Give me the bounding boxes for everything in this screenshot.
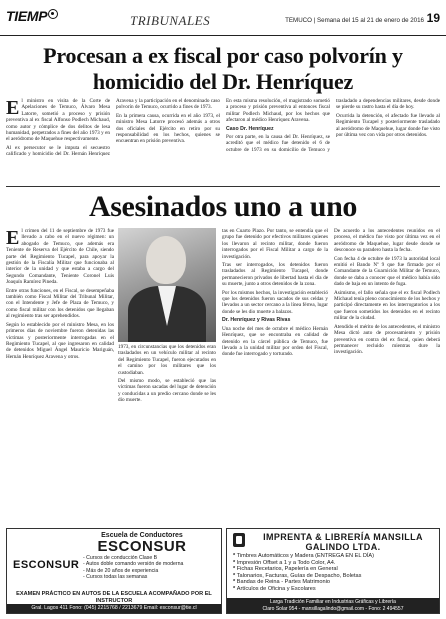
paragraph bbox=[6, 228, 114, 286]
photo-figure-head bbox=[146, 236, 186, 284]
paragraph: Con fecha 4 de octubre de 1973 la autoridad local emitió el Bando Nº 9 que fue firmado por el Comandante de la Guarnición Militar de Temuco, donde se daba a conocer que el médico había sido dado de baja en un intento de fuga. bbox=[334, 255, 440, 288]
paragraph: En la primera causa, ocurrida en el año 1973, el ministro Mesa Latorre procesó además a otros dos oficiales del Ejército en retiro por su responsabilidad en los hechos, quienes se encuentran en prisión preventiva. bbox=[116, 112, 220, 145]
paragraph bbox=[6, 98, 110, 143]
story-body-podlech bbox=[6, 98, 440, 184]
list-item: - Más de 20 años de experiencia bbox=[83, 568, 219, 574]
ad-feature-list bbox=[83, 555, 219, 581]
ad-address: Claro Solar 954 - mansillagalindo@gmail.com - Fono: 2 494557 bbox=[262, 606, 404, 612]
paragraph: Tras ser interrogados, los detenidos fueron trasladados al Regimiento Tucapel, donde permanecieron privados de libertad hasta el día de su muerte, junto a otros detenidos de la zona. bbox=[222, 262, 328, 288]
section-title: TRIBUNALES bbox=[130, 13, 211, 28]
list-item: * Fichas Recetarios, Papelería en General bbox=[233, 566, 435, 573]
paragraph: Del mismo modo, se estableció que las víctimas fueron sacadas del lugar de detención y conducidas a un predio cercano donde se les dio muerte. bbox=[118, 378, 216, 404]
paragraph-text: l crimen del 11 de septiembre de 1973 fue llevado a cabo en el nuevo régimen: un abogado de Temuco, que además era Teniente de Reserva del Ejército de Chile, siendo parte del Regimiento Tucapel, para apoyar la gestión de la Fiscalía Militar que funcionaba al interior de la unidad y que estaba a cargo del Segundo Comandante, Teniente Coronel Luis Joaquín Ramírez Pineda. bbox=[6, 228, 114, 286]
paragraph: Atendido el mérito de los antecedentes, el ministro Mesa dictó auto de procesamiento y prisión preventiva en contra del ex fiscal, quien deberá permanecer recluido mientras dure la investigación. bbox=[334, 323, 440, 356]
page-number: 19 bbox=[426, 11, 440, 25]
ad-title bbox=[65, 532, 219, 555]
story-body-asesinados-right bbox=[222, 228, 440, 524]
ad-contact bbox=[227, 598, 439, 613]
paragraph: Por los mismos hechos, la investigación estableció que los detenidos fueron sacados de sus celdas y llevados a un sector cercano a la línea férrea, lugar donde se les dio muerte a balazos. bbox=[222, 289, 328, 315]
paragraph: Entre otras funciones, en el Fiscal, se desempeñaba también como Fiscal Militar del Tribunal Militar, con el Intendente y Jefe de Plaza de Temuco, y como fiscal militar con los detenidos que llegaban al regimiento tras ser aprehendidos. bbox=[6, 287, 114, 320]
advertisement-esconsur[interactable] bbox=[6, 528, 222, 614]
drop-cap: E bbox=[6, 98, 20, 119]
list-item: * Impresión Offset a 1 y a Todo Color, A4. bbox=[233, 560, 435, 567]
paragraph: Al ex persecutor se le imputa el secuestro calificado y homicidio del Dr. Hernán Henríquez Aravena y la participación en el denominado caso polvorín de Temuco, ocurrido a fines de 1973. bbox=[6, 98, 220, 158]
ad-note: EXAMEN PRÁCTICO EN AUTOS DE LA ESCUELA ACOMPAÑADO POR EL INSTRUCTOR bbox=[16, 591, 212, 604]
news-photo[interactable] bbox=[118, 228, 216, 342]
paragraph: Por otra parte, en la causa del Dr. Henríquez, se acreditó que el médico fue detenido el 6 de octubre de 1973 en su domicilio de Temuco y trasladado a dependencias militares, desde donde se pierde su rastro hasta el día de hoy. bbox=[226, 98, 440, 153]
edition-date: TEMUCO | Semana del 15 al 21 de enero de 2016 bbox=[285, 17, 424, 24]
clock-icon bbox=[48, 9, 58, 19]
story-body-asesinados-middle bbox=[118, 344, 216, 524]
list-item: - Autos doble comando versión de moderna bbox=[83, 561, 219, 567]
list-item: * Talonarios, Facturas, Guías de Despacho, Boletas bbox=[233, 573, 435, 580]
list-item: * Bandas de Reina - Partes Matrimonio bbox=[233, 579, 435, 586]
newspaper-logo[interactable] bbox=[6, 8, 58, 24]
paragraph: Una noche del mes de octubre el médico Hernán Henríquez, que se encontraba en calidad de detenido en la cárcel pública de Temuco, fue llevado a la unidad militar por orden del Fiscal, donde fue interrogado y torturado. bbox=[222, 325, 328, 358]
logo-text: TIEMP bbox=[6, 8, 48, 24]
paragraph: De acuerdo a los antecedentes reunidos en el proceso, el médico fue visto por última vez en el aeródromo de Maquehue, lugar desde donde se desconoce su paradero hasta la fecha. bbox=[334, 228, 440, 254]
ad-tagline: Larga Tradición Familiar en Industrias Gráficas y Librería bbox=[270, 599, 396, 605]
story-headline-podlech: Procesan a ex fiscal por caso polvorín y homicidio del Dr. Henríquez bbox=[43, 43, 403, 94]
ad-title: IMPRENTA & LIBRERÍA MANSILLA GALINDO LTDA. bbox=[263, 532, 423, 552]
drop-cap: E bbox=[6, 228, 20, 249]
advertisement-imprenta[interactable] bbox=[226, 528, 440, 614]
story-body-asesinados-left bbox=[6, 228, 114, 524]
ad-service-list bbox=[233, 553, 435, 593]
ad-contact: Gral. Lagos 411 Fono: (045) 2215768 / 2213679 Email: esconsur@tie.cl bbox=[7, 604, 221, 613]
subheading: Caso Dr. Henríquez bbox=[226, 125, 274, 132]
ad-title-small: Escuela de Conductores bbox=[101, 532, 183, 539]
ad-title-big: ESCONSUR bbox=[97, 538, 187, 555]
paragraph: Asimismo, el fallo señala que el ex fiscal Podlech Michaud tenía pleno conocimiento de los hechos y participó directamente en los interrogatorios a los que fueron sometidos los detenidos en el recinto militar de la ciudad. bbox=[334, 289, 440, 322]
list-item: - Cursos de conducción Clase B bbox=[83, 555, 219, 561]
printer-icon bbox=[233, 533, 245, 547]
paragraph-text: l ministro en visita de la Corte de Apelaciones de Temuco, Álvaro Mesa Latorre, sometió a proceso y prisión preventiva al ex fiscal Alfonso Podlech Michaud, como autor y cómplice de dos delitos de lesa humanidad, perpetrados a fines del año 1973 y en el aeródromo de Maquehue respectivamente. bbox=[6, 98, 110, 143]
paragraph: En esta misma resolución, el magistrado sometió a proceso y prisión preventiva al entonces fiscal militar Podlech Michaud, por los hechos que afectaron al médico Henríquez Aravena. bbox=[226, 98, 330, 124]
list-item: - Cursos todas las semanas bbox=[83, 574, 219, 580]
story-headline-asesinados: Asesinados uno a uno bbox=[89, 190, 357, 223]
list-item: * Timbres Automáticos y Madera (ENTREGA EN EL DÍA) bbox=[233, 553, 435, 560]
section-divider bbox=[6, 186, 440, 187]
list-item: * Artículos de Oficina y Escolares bbox=[233, 586, 435, 593]
paragraph: Ocurrida la detención, el afectado fue llevado al Regimiento Tucapel y posteriormente trasladado al aeródromo de Maquehue, lugar donde fue visto por última vez con vida por otros detenidos. bbox=[336, 112, 440, 139]
paragraph: Según lo establecido por el ministro Mesa, en los primeros días de noviembre fueron detenidas las víctimas y posteriormente interrogadas en el Regimiento Tucapel, al que ingresaron en calidad de detenidos Miguel Ángel Mauricio Mariguán, Hernán Henríquez Aravena y otros. bbox=[6, 321, 114, 360]
paragraph: 1973, en circunstancias que los detenidos eran trasladados en un vehículo militar al recinto del Regimiento Tucapel, fueron ejecutados en el camino por los militares que los custodiaban. bbox=[118, 344, 216, 376]
subheading: Dr. Henríquez y Rivas Rivas bbox=[222, 317, 291, 324]
ad-logo: ESCONSUR bbox=[13, 559, 80, 571]
masthead bbox=[0, 0, 446, 36]
paragraph: tas en Cuarto Plazo. Por tanto, se entendía que el grupo fue detenido por efectivos militares quienes los llevaron al recinto militar, donde fueron interrogados por el Fiscal Militar a cargo de la investigación. bbox=[222, 228, 328, 260]
